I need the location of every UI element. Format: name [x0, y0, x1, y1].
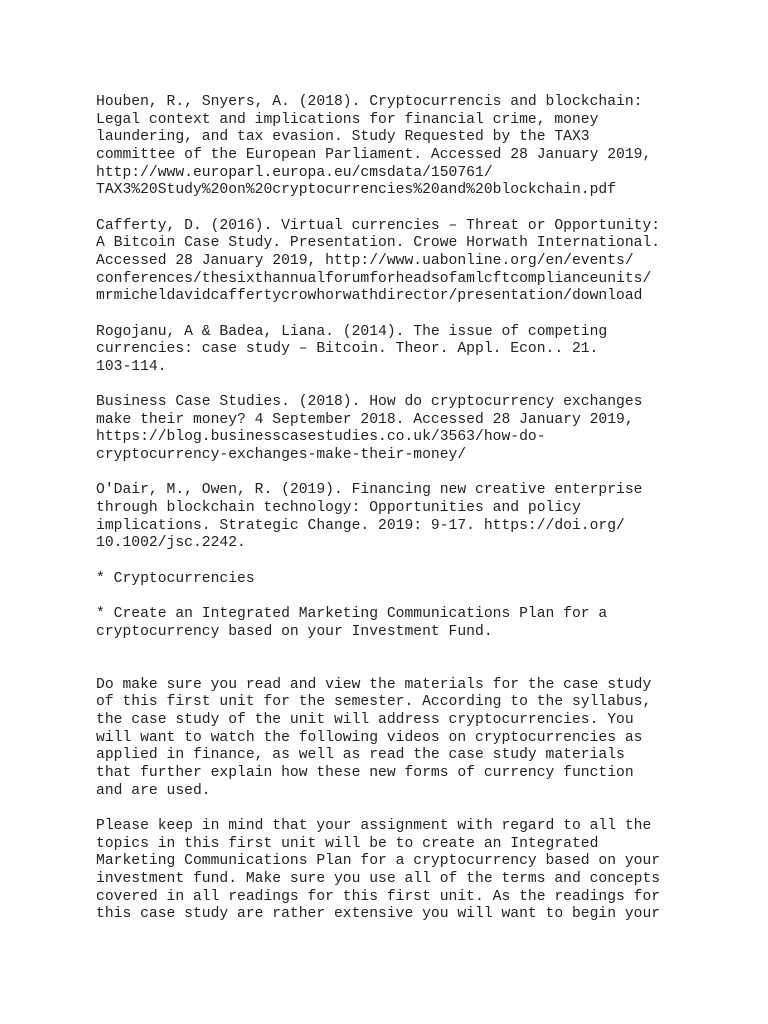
text-line: O'Dair, M., Owen, R. (2019). Financing new creative enterprise	[96, 482, 643, 499]
text-line: Business Case Studies. (2018). How do cryptocurrency exchanges	[96, 394, 643, 411]
text-line: through blockchain technology: Opportunities and policy	[96, 500, 581, 517]
text-line: that further explain how these new forms of currency function	[96, 764, 634, 781]
text-line: laundering, and tax evasion. Study Requested by the TAX3	[96, 129, 590, 146]
text-line: currencies: case study – Bitcoin. Theor. Appl. Econ.. 21.	[96, 341, 599, 358]
text-line: Cafferty, D. (2016). Virtual currencies – Threat or Opportunity:	[96, 217, 661, 234]
reference-entry-houben	[96, 94, 756, 200]
text-line: topics in this first unit will be to create an Integrated	[96, 835, 599, 852]
text-line: A Bitcoin Case Study. Presentation. Crowe Horwath International.	[96, 235, 661, 252]
text-line: of this first unit for the semester. According to the syllabus,	[96, 694, 652, 711]
reference-entry-rogojanu	[96, 324, 756, 377]
text-line: and are used.	[96, 782, 211, 799]
text-line: https://blog.businesscasestudies.co.uk/3563/how-do-	[96, 429, 546, 446]
text-line: make their money? 4 September 2018. Accessed 28 January 2019,	[96, 411, 634, 428]
text-line: the case study of the unit will address cryptocurrencies. You	[96, 711, 634, 728]
document-page	[96, 94, 756, 942]
text-line: 103-114.	[96, 358, 167, 375]
body-paragraph	[96, 818, 756, 924]
text-line: cryptocurrency based on your Investment Fund.	[96, 623, 493, 640]
topic-bullet-imc-plan	[96, 606, 756, 641]
text-line: Legal context and implications for financial crime, money	[96, 111, 599, 128]
text-line: Marketing Communications Plan for a cryptocurrency based on your	[96, 853, 661, 870]
text-line: mrmicheldavidcaffertycrowhorwathdirector/presentation/download	[96, 288, 643, 305]
body-paragraph	[96, 677, 756, 801]
text-line: this case study are rather extensive you will want to begin your	[96, 906, 661, 923]
reference-entry-cafferty	[96, 218, 756, 306]
text-line: will want to watch the following videos on cryptocurrencies as	[96, 729, 643, 746]
text-line: http://www.europarl.europa.eu/cmsdata/150761/	[96, 164, 493, 181]
text-line: covered in all readings for this first unit. As the readings for	[96, 888, 661, 905]
reference-entry-odair	[96, 482, 756, 553]
text-line: TAX3%20Study%20on%20cryptocurrencies%20and%20blockchain.pdf	[96, 182, 617, 199]
text-line: Please keep in mind that your assignment with regard to all the	[96, 817, 652, 834]
text-line: committee of the European Parliament. Accessed 28 January 2019,	[96, 146, 652, 163]
text-line: * Cryptocurrencies	[96, 570, 255, 587]
text-line: conferences/thesixthannualforumforheadsofamlcftcomplianceunits/	[96, 270, 652, 287]
text-line: implications. Strategic Change. 2019: 9-17. https://doi.org/	[96, 517, 625, 534]
text-line: Do make sure you read and view the materials for the case study	[96, 676, 652, 693]
text-line: applied in finance, as well as read the case study materials	[96, 747, 625, 764]
text-line: Rogojanu, A & Badea, Liana. (2014). The issue of competing	[96, 323, 608, 340]
text-line: 10.1002/jsc.2242.	[96, 535, 246, 552]
text-line: Houben, R., Snyers, A. (2018). Cryptocurrencis and blockchain:	[96, 94, 643, 110]
topic-bullet-cryptocurrencies	[96, 571, 756, 589]
reference-entry-business-case-studies	[96, 394, 756, 465]
text-line: investment fund. Make sure you use all of the terms and concepts	[96, 870, 661, 887]
text-line: cryptocurrency-exchanges-make-their-money/	[96, 447, 467, 464]
text-line: Accessed 28 January 2019, http://www.uabonline.org/en/events/	[96, 252, 634, 269]
text-line: * Create an Integrated Marketing Communications Plan for a	[96, 606, 608, 623]
